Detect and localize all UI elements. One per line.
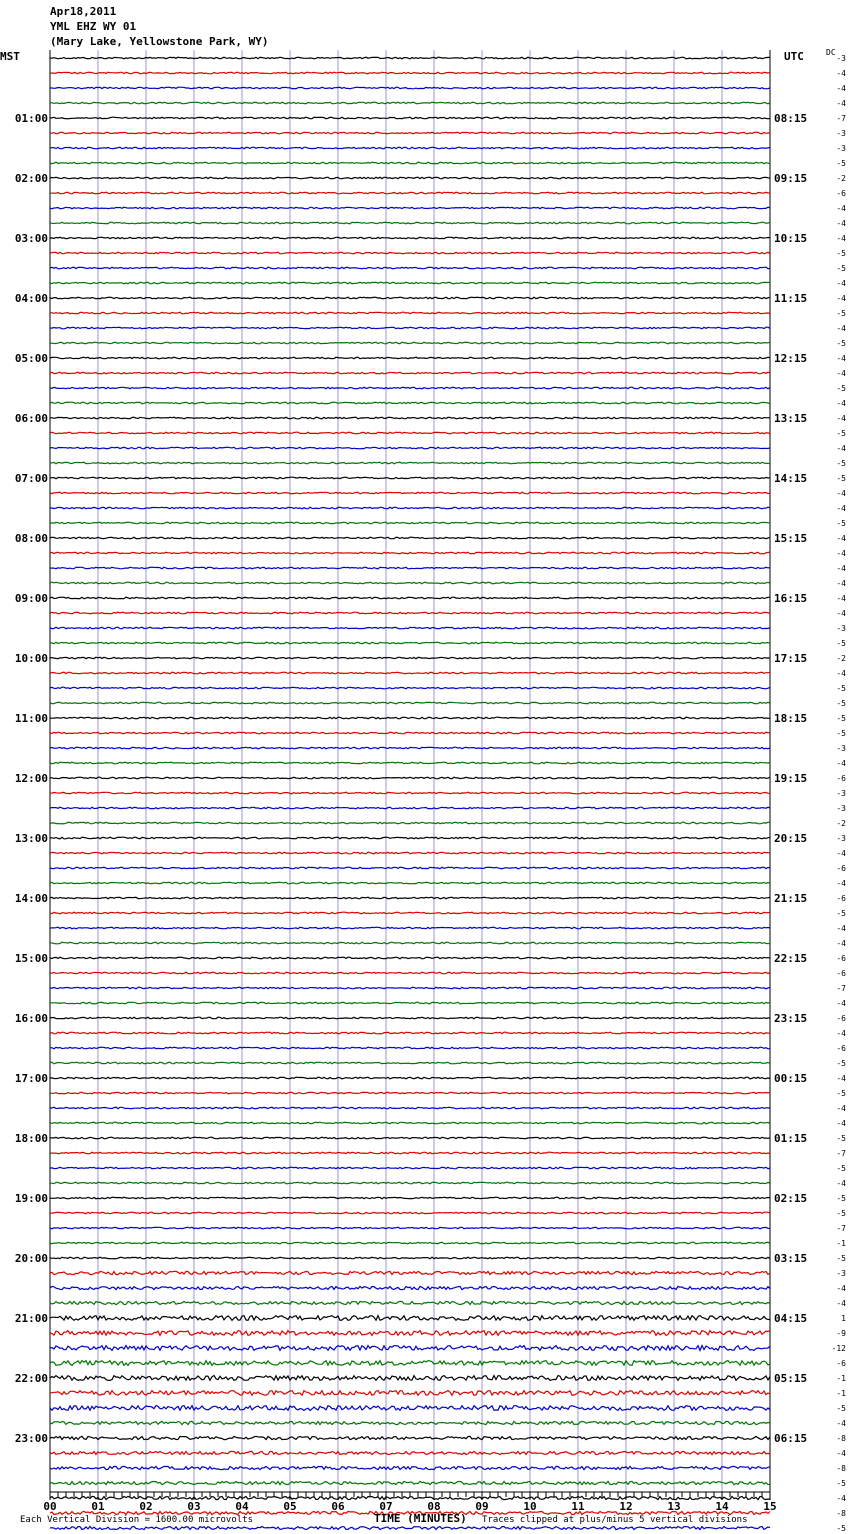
- trace-line: [50, 1391, 770, 1396]
- dc-offset-label: -3: [836, 624, 846, 633]
- trace-line: [50, 342, 770, 344]
- trace-line: [50, 192, 770, 194]
- dc-offset-label: -3: [836, 129, 846, 138]
- dc-offset-label: -4: [836, 939, 846, 948]
- trace-line: [50, 1167, 770, 1169]
- trace-line: [50, 117, 770, 119]
- trace-line: [50, 282, 770, 284]
- dc-offset-label: -4: [836, 399, 846, 408]
- right-hour-label: 23:15: [774, 1012, 808, 1025]
- trace-line: [50, 372, 770, 374]
- trace-line: [50, 1257, 770, 1259]
- trace-line: [50, 1346, 770, 1351]
- trace-line: [50, 987, 770, 989]
- trace-line: [50, 522, 770, 524]
- right-hour-label: 18:15: [774, 712, 808, 725]
- trace-line: [50, 942, 770, 944]
- dc-offset-label: -4: [836, 1179, 846, 1188]
- trace-line: [50, 612, 770, 614]
- dc-offset-label: -6: [836, 1014, 846, 1023]
- dc-offset-label: -6: [836, 189, 846, 198]
- trace-line: [50, 807, 770, 809]
- dc-offset-label: -8: [836, 1464, 846, 1473]
- trace-line: [50, 72, 770, 74]
- dc-offset-label: -4: [836, 99, 846, 108]
- dc-offset-label: -4: [836, 204, 846, 213]
- trace-line: [50, 1271, 770, 1274]
- left-hour-label: 08:00: [14, 532, 48, 545]
- right-hour-label: 02:15: [774, 1192, 808, 1205]
- dc-offset-label: -2: [836, 819, 846, 828]
- right-hour-label: 17:15: [774, 652, 808, 665]
- header-location: (Mary Lake, Yellowstone Park, WY): [50, 35, 269, 48]
- dc-offset-label: -6: [836, 954, 846, 963]
- dc-offset-label: -4: [836, 579, 846, 588]
- left-hour-label: 19:00: [14, 1192, 48, 1205]
- left-hour-label: 16:00: [14, 1012, 48, 1025]
- dc-offset-label: -6: [836, 969, 846, 978]
- right-hour-label: 19:15: [774, 772, 808, 785]
- dc-offset-label: -4: [836, 324, 846, 333]
- dc-offset-label: -4: [836, 219, 846, 228]
- dc-offset-label: -4: [836, 1299, 846, 1308]
- dc-offset-label: -1: [836, 1374, 846, 1383]
- dc-offset-label: -4: [836, 1119, 846, 1128]
- trace-line: [50, 507, 770, 509]
- trace-line: [50, 1466, 770, 1469]
- x-tick-label: 01: [91, 1500, 105, 1513]
- clip-note: Traces clipped at plus/minus 5 vertical divisions: [482, 1515, 748, 1525]
- trace-line: [50, 207, 770, 209]
- dc-offset-label: -5: [836, 1479, 846, 1488]
- dc-offset-label: -5: [836, 249, 846, 258]
- dc-offset-label: -3: [836, 144, 846, 153]
- left-hour-label: 20:00: [14, 1252, 48, 1265]
- trace-line: [50, 627, 770, 629]
- dc-offset-label: -3: [836, 744, 846, 753]
- trace-line: [50, 432, 770, 434]
- dc-offset-label: -4: [836, 564, 846, 573]
- trace-line: [50, 132, 770, 134]
- right-timezone-label: UTC: [784, 50, 804, 63]
- trace-line: [50, 1451, 770, 1454]
- trace-line: [50, 762, 770, 764]
- left-hour-label: 10:00: [14, 652, 48, 665]
- dc-offset-label: -5: [836, 684, 846, 693]
- dc-offset-label: -5: [836, 1164, 846, 1173]
- trace-line: [50, 657, 770, 659]
- dc-offset-label: -6: [836, 1359, 846, 1368]
- dc-offset-label: -5: [836, 714, 846, 723]
- dc-offset-label: -2: [836, 174, 846, 183]
- dc-offset-label: -6: [836, 864, 846, 873]
- dc-offset-label: -4: [836, 669, 846, 678]
- trace-line: [50, 1092, 770, 1094]
- dc-offset-label: -4: [836, 444, 846, 453]
- left-hour-label: 14:00: [14, 892, 48, 905]
- dc-offset-label: -4: [836, 1449, 846, 1458]
- right-hour-label: 03:15: [774, 1252, 808, 1265]
- header-station: YML EHZ WY 01: [50, 20, 137, 33]
- dc-offset-label: -5: [836, 909, 846, 918]
- trace-line: [50, 1376, 770, 1381]
- dc-offset-label: -4: [836, 489, 846, 498]
- trace-line: [50, 237, 770, 239]
- dc-offset-label: -7: [836, 1224, 846, 1233]
- trace-line: [50, 1182, 770, 1184]
- dc-offset-label: -3: [836, 834, 846, 843]
- trace-line: [50, 792, 770, 794]
- dc-offset-label: -5: [836, 1404, 846, 1413]
- dc-offset-label: -5: [836, 1254, 846, 1263]
- dc-offset-label: -3: [836, 804, 846, 813]
- trace-line: [50, 1047, 770, 1049]
- trace-line: [50, 477, 770, 479]
- trace-line: [50, 267, 770, 269]
- trace-line: [50, 147, 770, 149]
- x-tick-label: 15: [763, 1500, 777, 1513]
- trace-line: [50, 1122, 770, 1124]
- dc-offset-label: -3: [836, 54, 846, 63]
- x-tick-label: 12: [619, 1500, 633, 1513]
- dc-offset-label: -4: [836, 1074, 846, 1083]
- scale-note: Each Vertical Division = 1600.00 microvolts: [20, 1515, 253, 1525]
- trace-line: [50, 927, 770, 929]
- left-hour-label: 09:00: [14, 592, 48, 605]
- left-hour-label: 12:00: [14, 772, 48, 785]
- trace-line: [50, 972, 770, 974]
- dc-offset-label: -4: [836, 1104, 846, 1113]
- dc-offset-label: -4: [836, 1284, 846, 1293]
- trace-line: [50, 1032, 770, 1034]
- dc-offset-label: -8: [836, 1434, 846, 1443]
- left-hour-label: 23:00: [14, 1432, 48, 1445]
- left-hour-label: 03:00: [14, 232, 48, 245]
- x-tick-label: 05: [283, 1500, 297, 1513]
- trace-line: [50, 1361, 770, 1366]
- trace-line: [50, 1212, 770, 1214]
- dc-offset-label: -4: [836, 84, 846, 93]
- dc-offset-label: -4: [836, 999, 846, 1008]
- dc-offset-label: -4: [836, 924, 846, 933]
- dc-offset-label: -4: [836, 279, 846, 288]
- header-date: Apr18,2011: [50, 5, 117, 18]
- trace-line: [50, 642, 770, 644]
- right-hour-label: 06:15: [774, 1432, 808, 1445]
- trace-line: [50, 897, 770, 899]
- right-hour-label: 16:15: [774, 592, 808, 605]
- dc-offset-label: -5: [836, 1089, 846, 1098]
- trace-line: [50, 312, 770, 314]
- trace-line: [50, 1481, 770, 1484]
- left-hour-label: 02:00: [14, 172, 48, 185]
- trace-line: [50, 717, 770, 719]
- dc-offset-label: -4: [836, 369, 846, 378]
- dc-offset-label: -4: [836, 759, 846, 768]
- right-hour-label: 14:15: [774, 472, 808, 485]
- right-hour-label: 08:15: [774, 112, 808, 125]
- dc-offset-label: -5: [836, 1524, 846, 1533]
- trace-line: [50, 687, 770, 689]
- dc-offset-label: -5: [836, 159, 846, 168]
- right-hour-label: 00:15: [774, 1072, 808, 1085]
- left-hour-label: 06:00: [14, 412, 48, 425]
- left-hour-label: 11:00: [14, 712, 48, 725]
- trace-line: [50, 462, 770, 464]
- right-hour-label: 12:15: [774, 352, 808, 365]
- trace-line: [50, 492, 770, 494]
- trace-line: [50, 567, 770, 569]
- right-hour-label: 22:15: [774, 952, 808, 965]
- trace-line: [50, 1436, 770, 1439]
- trace-line: [50, 1242, 770, 1244]
- trace-line: [50, 1107, 770, 1109]
- dc-offset-label: -5: [836, 519, 846, 528]
- trace-line: [50, 102, 770, 104]
- trace-line: [50, 747, 770, 749]
- right-hour-label: 09:15: [774, 172, 808, 185]
- left-timezone-label: MST: [0, 50, 20, 63]
- left-hour-label: 07:00: [14, 472, 48, 485]
- left-hour-label: 17:00: [14, 1072, 48, 1085]
- trace-line: [50, 1062, 770, 1064]
- dc-offset-label: -4: [836, 1494, 846, 1503]
- trace-line: [50, 1002, 770, 1004]
- right-hour-label: 15:15: [774, 532, 808, 545]
- x-tick-label: 00: [43, 1500, 57, 1513]
- dc-offset-label: -5: [836, 1134, 846, 1143]
- dc-label: DC: [826, 48, 836, 57]
- trace-line: [50, 162, 770, 164]
- dc-offset-label: -5: [836, 309, 846, 318]
- right-hour-label: 05:15: [774, 1372, 808, 1385]
- dc-offset-label: -2: [836, 654, 846, 663]
- trace-line: [50, 1406, 770, 1411]
- left-hour-label: 21:00: [14, 1312, 48, 1325]
- left-hour-label: 18:00: [14, 1132, 48, 1145]
- trace-line: [50, 1152, 770, 1154]
- dc-offset-label: -5: [836, 699, 846, 708]
- trace-line: [50, 87, 770, 89]
- right-hour-label: 20:15: [774, 832, 808, 845]
- dc-offset-label: -9: [836, 1329, 846, 1338]
- right-hour-label: 04:15: [774, 1312, 808, 1325]
- dc-offset-label: -5: [836, 429, 846, 438]
- dc-offset-label: -4: [836, 1029, 846, 1038]
- x-tick-label: 09: [475, 1500, 489, 1513]
- dc-offset-label: -3: [836, 1269, 846, 1278]
- trace-line: [50, 222, 770, 224]
- x-tick-label: 11: [571, 1500, 585, 1513]
- trace-line: [50, 837, 770, 839]
- right-hour-label: 13:15: [774, 412, 808, 425]
- trace-line: [50, 1077, 770, 1079]
- x-tick-label: 13: [667, 1500, 681, 1513]
- right-hour-label: 11:15: [774, 292, 808, 305]
- dc-offset-label: -4: [836, 594, 846, 603]
- trace-line: [50, 537, 770, 539]
- dc-offset-label: -5: [836, 264, 846, 273]
- right-hour-label: 21:15: [774, 892, 808, 905]
- dc-offset-label: -7: [836, 984, 846, 993]
- x-axis-label: TIME (MINUTES): [374, 1512, 467, 1525]
- trace-line: [50, 867, 770, 869]
- dc-offset-label: -4: [836, 294, 846, 303]
- dc-offset-label: -5: [836, 474, 846, 483]
- x-tick-label: 04: [235, 1500, 249, 1513]
- trace-line: [50, 57, 770, 59]
- left-hour-label: 05:00: [14, 352, 48, 365]
- dc-offset-label: -4: [836, 534, 846, 543]
- dc-offset-label: -3: [836, 789, 846, 798]
- trace-line: [50, 252, 770, 254]
- trace-line: [50, 1301, 770, 1304]
- trace-line: [50, 1526, 770, 1529]
- dc-offset-label: -4: [836, 1419, 846, 1428]
- dc-offset-label: -1: [836, 1389, 846, 1398]
- trace-line: [50, 447, 770, 449]
- left-hour-label: 15:00: [14, 952, 48, 965]
- trace-line: [50, 912, 770, 914]
- dc-offset-label: -12: [831, 1344, 846, 1353]
- trace-line: [50, 327, 770, 329]
- trace-line: [50, 582, 770, 584]
- trace-line: [50, 552, 770, 554]
- trace-line: [50, 1286, 770, 1289]
- trace-line: [50, 402, 770, 404]
- dc-offset-label: -4: [836, 549, 846, 558]
- dc-offset-label: -8: [836, 1509, 846, 1518]
- dc-offset-label: -7: [836, 114, 846, 123]
- trace-line: [50, 1017, 770, 1019]
- trace-line: [50, 597, 770, 599]
- left-hour-label: 04:00: [14, 292, 48, 305]
- dc-offset-label: -5: [836, 1194, 846, 1203]
- dc-offset-label: -1: [836, 1239, 846, 1248]
- trace-line: [50, 357, 770, 359]
- dc-offset-label: -4: [836, 879, 846, 888]
- dc-offset-label: -5: [836, 339, 846, 348]
- dc-offset-label: -4: [836, 69, 846, 78]
- trace-line: [50, 1331, 770, 1336]
- x-tick-label: 06: [331, 1500, 345, 1513]
- trace-line: [50, 702, 770, 704]
- dc-offset-label: -6: [836, 1044, 846, 1053]
- left-hour-label: 01:00: [14, 112, 48, 125]
- right-hour-label: 01:15: [774, 1132, 808, 1145]
- trace-line: [50, 777, 770, 779]
- x-tick-label: 03: [187, 1500, 201, 1513]
- trace-line: [50, 852, 770, 854]
- dc-offset-label: -6: [836, 774, 846, 783]
- trace-line: [50, 672, 770, 674]
- left-hour-label: 22:00: [14, 1372, 48, 1385]
- dc-offset-label: -5: [836, 639, 846, 648]
- trace-line: [50, 1316, 770, 1321]
- dc-offset-label: -4: [836, 354, 846, 363]
- trace-line: [50, 177, 770, 179]
- dc-offset-label: -4: [836, 504, 846, 513]
- trace-line: [50, 387, 770, 389]
- trace-line: [50, 957, 770, 959]
- trace-line: [50, 1421, 770, 1424]
- dc-offset-label: -5: [836, 1059, 846, 1068]
- dc-offset-label: -4: [836, 609, 846, 618]
- dc-offset-label: -7: [836, 1149, 846, 1158]
- dc-offset-label: -5: [836, 1209, 846, 1218]
- x-tick-label: 07: [379, 1500, 393, 1513]
- x-tick-label: 02: [139, 1500, 153, 1513]
- trace-line: [50, 1137, 770, 1139]
- dc-offset-label: -5: [836, 384, 846, 393]
- trace-line: [50, 297, 770, 299]
- trace-line: [50, 882, 770, 884]
- trace-line: [50, 1197, 770, 1199]
- x-tick-label: 14: [715, 1500, 729, 1513]
- dc-offset-label: -5: [836, 459, 846, 468]
- dc-offset-label: -6: [836, 894, 846, 903]
- trace-line: [50, 822, 770, 824]
- x-tick-label: 10: [523, 1500, 537, 1513]
- dc-offset-label: -5: [836, 729, 846, 738]
- trace-line: [50, 417, 770, 419]
- dc-offset-label: 1: [841, 1314, 846, 1323]
- left-hour-label: 13:00: [14, 832, 48, 845]
- dc-offset-label: -4: [836, 414, 846, 423]
- trace-line: [50, 732, 770, 734]
- dc-offset-label: -4: [836, 849, 846, 858]
- trace-line: [50, 1227, 770, 1229]
- dc-offset-label: -4: [836, 234, 846, 243]
- right-hour-label: 10:15: [774, 232, 808, 245]
- x-tick-label: 08: [427, 1500, 441, 1513]
